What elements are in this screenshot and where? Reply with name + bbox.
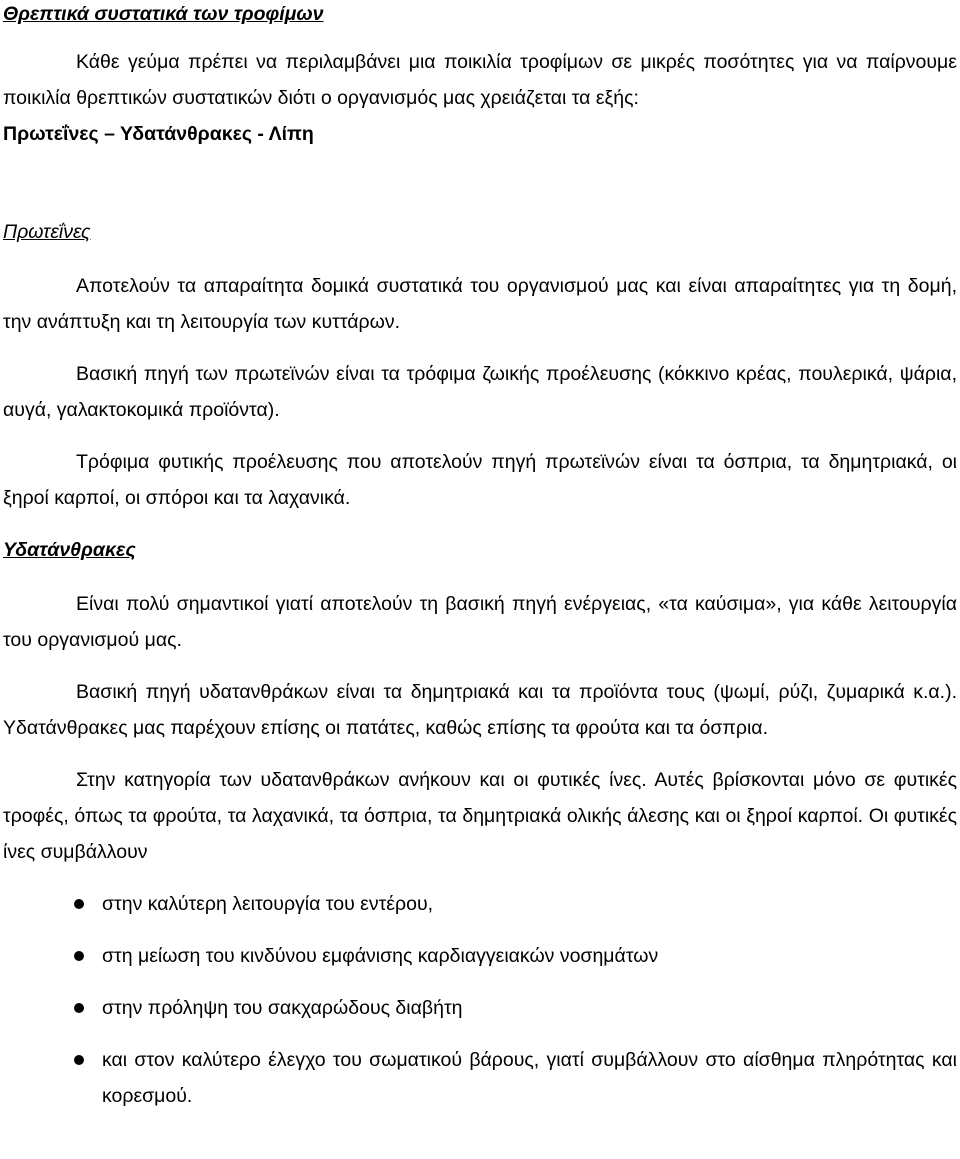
list-item-text: στη μείωση του κινδύνου εμφάνισης καρδιαγγειακών νοσημάτων [102,945,659,967]
spacer [3,28,957,44]
spacer [3,658,957,674]
spacer [3,516,957,532]
proteins-heading: Πρωτεΐνες [3,221,91,243]
spacer [3,870,957,886]
list-item-text: στην καλύτερη λειτουργία του εντέρου, [102,893,434,915]
spacer [3,340,957,356]
proteins-paragraph-3: Τρόφιμα φυτικής προέλευσης που αποτελούν πηγή πρωτεϊνών είναι τα όσπρια, τα δημητριακά, οι ξηροί καρποί, οι σπόροι και τα λαχανικά. [3,451,957,509]
list-item-text: και στον καλύτερο έλεγχο του σωματικού βάρους, γιατί συμβάλλουν στο αίσθημα πληρότητας και κορεσμού. [102,1049,957,1107]
bullet-icon [74,1003,84,1013]
proteins-paragraph-1: Αποτελούν τα απαραίτητα δομικά συστατικά του οργανισμού μας και είναι απαραίτητες για τη δομή, την ανάπτυξη και τη λειτουργία των κυττάρων. [3,275,957,333]
proteins-paragraph-2: Βασική πηγή των πρωτεϊνών είναι τα τρόφιμα ζωικής προέλευσης (κόκκινο κρέας, πουλερικά, ψάρια, αυγά, γαλακτοκομικά προϊόντα). [3,363,957,421]
spacer [3,428,957,444]
carbohydrates-paragraph-3: Στην κατηγορία των υδατανθράκων ανήκουν και οι φυτικές ίνες. Αυτές βρίσκονται μόνο σε φυτικές τροφές, όπως τα φρούτα, τα λαχανικά, τα όσπρια, τα δημητριακά ολικής άλεσης και οι ξηροί καρποί. Οι φυτικές ίνες συμβάλλουν [3,769,957,863]
intro-paragraph: Κάθε γεύμα πρέπει να περιλαμβάνει μια ποικιλία τροφίμων σε μικρές ποσότητες για να παίρνουμε ποικιλία θρεπτικών συστατικών διότι ο οργανισμός μας χρειάζεται τα εξής: [3,51,957,109]
list-item-text: στην πρόληψη του σακχαρώδους διαβήτη [102,997,463,1019]
spacer [3,250,957,268]
spacer [3,746,957,762]
carbohydrates-heading: Υδατάνθρακες [3,539,136,561]
bullet-icon [74,899,84,909]
spacer [3,568,957,586]
carbohydrates-paragraph-2: Βασική πηγή υδατανθράκων είναι τα δημητριακά και τα προϊόντα τους (ψωμί, ρύζι, ζυμαρικά κ.α.). Υδατάνθρακες μας παρέχουν επίσης οι πατάτες, καθώς επίσης τα φρούτα και τα όσπρια. [3,681,957,739]
fiber-benefits-list [3,886,957,1114]
list-item [3,990,957,1026]
document-page [3,0,957,1130]
bullet-icon [74,1055,84,1065]
list-item [3,938,957,974]
list-item [3,886,957,922]
carbohydrates-paragraph-1: Είναι πολύ σημαντικοί γιατί αποτελούν τη βασική πηγή ενέργειας, «τα καύσιμα», για κάθε λειτουργία του οργανισμού μας. [3,593,957,651]
spacer [3,152,957,214]
list-item [3,1042,957,1114]
bullet-icon [74,951,84,961]
document-title: Θρεπτικά συστατικά των τροφίμων [3,3,324,25]
nutrients-line: Πρωτεΐνες – Υδατάνθρακες - Λίπη [3,123,314,145]
